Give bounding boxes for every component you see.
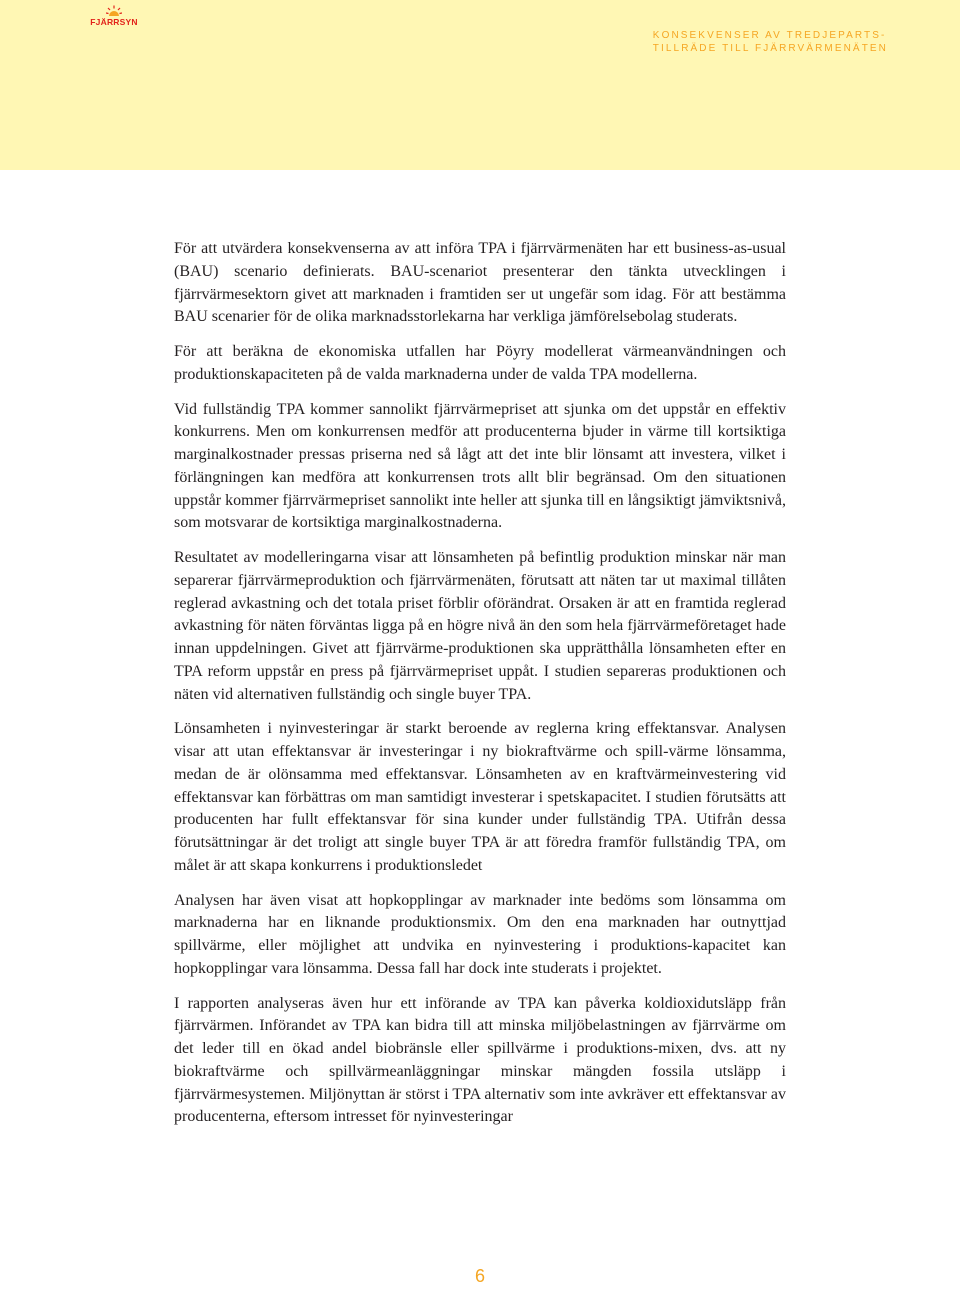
paragraph-1: För att utvärdera konsekvenserna av att införa TPA i fjärrvärmenäten har ett business-as-usual (BAU) scenario definierats. BAU-scenariot presenterar den tänkta utvecklingen i fjärrvärmesektorn givet att marknaden i framtiden ser ut ungefär som idag. För att bestämma BAU scenarier för de olika marknadsstorlekarna har verkliga jämförelsebolag studerats. [174, 240, 786, 326]
paragraph-4: Resultatet av modelleringarna visar att lönsamheten på befintlig produktion minskar när man separerar fjärrvärmeproduktion och fjärrvärmenäten, förutsatt att näten tar ut maximal tillåten reglerad avkastning och det totala priset förblir oförändrat. Orsaken är att en framtida reglerad avkastning för näten förväntas ligga på en högre nivå än den som hela fjärrvärmeföretaget hade innan uppdelningen. Givet att fjärrvärme-produktionen ska upprätthålla lönsamheten efter en TPA reform uppstår en press på fjärrvärmepriset uppåt. I studien separeras produktionen och näten vid alternativen fullständig och single buyer TPA. [174, 549, 786, 703]
logo-text: FJÄRRSYN [90, 17, 138, 27]
running-title-line-1: KONSEKVENSER AV TREDJEPARTS- [652, 30, 887, 41]
running-title [653, 29, 888, 55]
running-title-line-2: TILLRÄDE TILL FJÄRRVÄRMENÄTEN [652, 43, 888, 54]
paragraph-3: Vid fullständig TPA kommer sannolikt fjärrvärmepriset att sjunka om det uppstår en effektiv konkurrens. Men om konkurrensen medför att producenterna bjuder in värme till kortsiktiga marginalkostnader pressas priserna ned så lågt att det inte blir lönsamt att investera, vilket i förlängningen kan medföra att konkurrensen trots allt blir begränsad. Om den situationen uppstår kommer fjärrvärmepriset sannolikt inte heller att sjunka till en långsiktigt jämviktsnivå, som motsvarar de kortsiktiga marginalkostnaderna. [174, 400, 786, 532]
logo [84, 3, 144, 33]
paragraph-5: Lönsamheten i nyinvesteringar är starkt beroende av reglerna kring effektansvar. Analysen visar att utan effektansvar är investeringar i ny biokraftvärme och spill-värme lönsamma, medan de är olönsamma med effektansvar. Lönsamheten av en kraftvärmeinvestering vid effektansvar kan förbättras om man samtidigt investerar i spetskapacitet. I studien förutsätts att producenten har fullt effektansvar för sina kunder under fullständig TPA. Utifrån dessa förutsättningar är det troligt att single buyer TPA är att föredra framför fullständig TPA, om målet är att skapa konkurrens i produktionsledet [174, 720, 786, 874]
paragraph-7: I rapporten analyseras även hur ett införande av TPA kan påverka koldioxidutsläpp från fjärrvärmen. Införandet av TPA kan bidra till att minska miljöbelastningen av fjärrvärme om det leder till en ökad andel biobränsle eller spillvärme i produktions-mixen, dvs. att ny biokraftvärme och spillvärmeanläggningar minskar mängden fossila utsläpp i fjärrvärmesystemen. Miljönyttan är störst i TPA alternativ som inte avkräver ett effektansvar av producenterna, eftersom intresset för nyinvesteringar [174, 994, 786, 1126]
sun-icon [106, 5, 122, 17]
paragraph-6: Analysen har även visat att hopkopplingar av marknader inte bedöms som lönsamma om marknaderna har en liknande produktionsmix. Om den ena marknaden har outnyttjad spillvärme, eller möjlighet att undvika en nyinvestering i produktions-kapacitet kan hopkopplingar vara lönsamma. Dessa fall har dock inte studerats i projektet. [174, 891, 786, 977]
body-text [174, 238, 786, 1141]
page-number: 6 [474, 1266, 485, 1286]
header-band [0, 0, 960, 170]
paragraph-2: För att beräkna de ekonomiska utfallen har Pöyry modellerat värmeanvändningen och produktionskapaciteten på de valda marknaderna under de valda TPA modellerna. [174, 343, 786, 383]
